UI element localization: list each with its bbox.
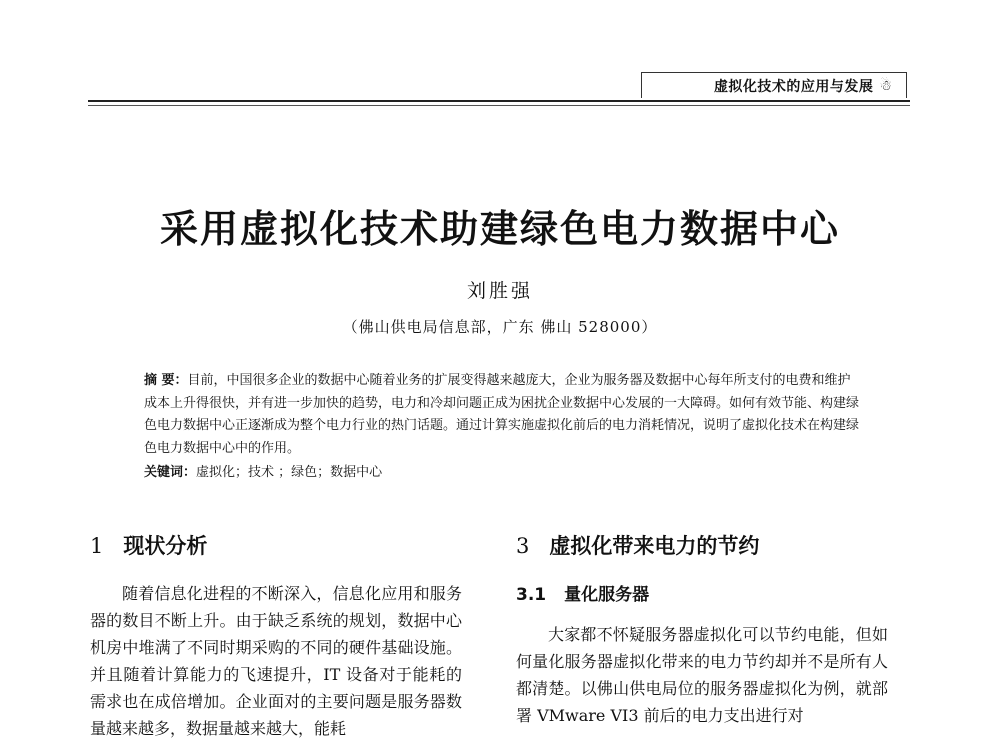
section-3-heading	[516, 530, 888, 560]
author-name: 刘胜强	[466, 280, 533, 302]
section-1-heading	[90, 530, 462, 560]
abstract-text: 目前，中国很多企业的数据中心随着业务的扩展变得越来越庞大，企业为服务器及数据中心每年所支付的电费和维护成本上升得很快，并有进一步加快的趋势，电力和冷却问题正成为困扰企业数据中心发展的一大障碍。如何有效节能、构建绿色电力数据中心正逐渐成为整个电力行业的热门话题。通过计算实施虚拟化前后的电力消耗情况，说明了虚拟化技术在构建绿色电力数据中心中的作用。	[144, 373, 860, 456]
article-title: 采用虚拟化技术助建绿色电力数据中心	[159, 206, 840, 251]
abstract-block	[144, 370, 860, 485]
header-rule-top	[88, 100, 910, 102]
journal-logo-icon: ☃	[879, 77, 892, 94]
section-3-1-paragraph: 大家都不怀疑服务器虚拟化可以节约电能，但如何量化服务器虚拟化带来的电力节约却并不是所有人都清楚。以佛山供电局位的服务器虚拟化为例，就部署 VMware VI3 前后的电力支出进行对	[516, 625, 888, 725]
left-column	[90, 530, 462, 742]
keywords-line	[144, 462, 860, 485]
author-affiliation: （佛山供电局信息部，广东 佛山 528000）	[342, 318, 658, 336]
section-3-1-number: 3.1	[516, 585, 547, 605]
running-header	[641, 72, 907, 98]
header-rule-bottom	[88, 105, 910, 106]
keywords-label: 关键词：	[144, 465, 197, 480]
running-title: 虚拟化技术的应用与发展	[713, 78, 874, 95]
section-3-title: 虚拟化带来电力的节约	[549, 534, 760, 558]
section-3-1-title: 量化服务器	[564, 585, 650, 605]
abstract-label: 摘 要：	[144, 373, 188, 388]
abstract-body	[144, 370, 860, 460]
section-1-title: 现状分析	[123, 534, 208, 558]
keywords-text: 虚拟化；技术 ；绿色；数据中心	[196, 465, 383, 480]
section-1-paragraph: 随着信息化进程的不断深入，信息化应用和服务器的数目不断上升。由于缺乏系统的规划，数据中心机房中堆满了不同时期采购的不同的硬件基础设施。并且随着计算能力的飞速提升，IT 设备对于能耗的需求也在成倍增加。企业面对的主要问题是服务器数量越来越多，数据量越来越大，能耗	[90, 584, 462, 738]
section-1-number: 1	[90, 534, 104, 558]
section-3-1-heading	[516, 580, 888, 605]
section-3-number: 3	[516, 534, 530, 558]
right-column	[516, 530, 888, 729]
